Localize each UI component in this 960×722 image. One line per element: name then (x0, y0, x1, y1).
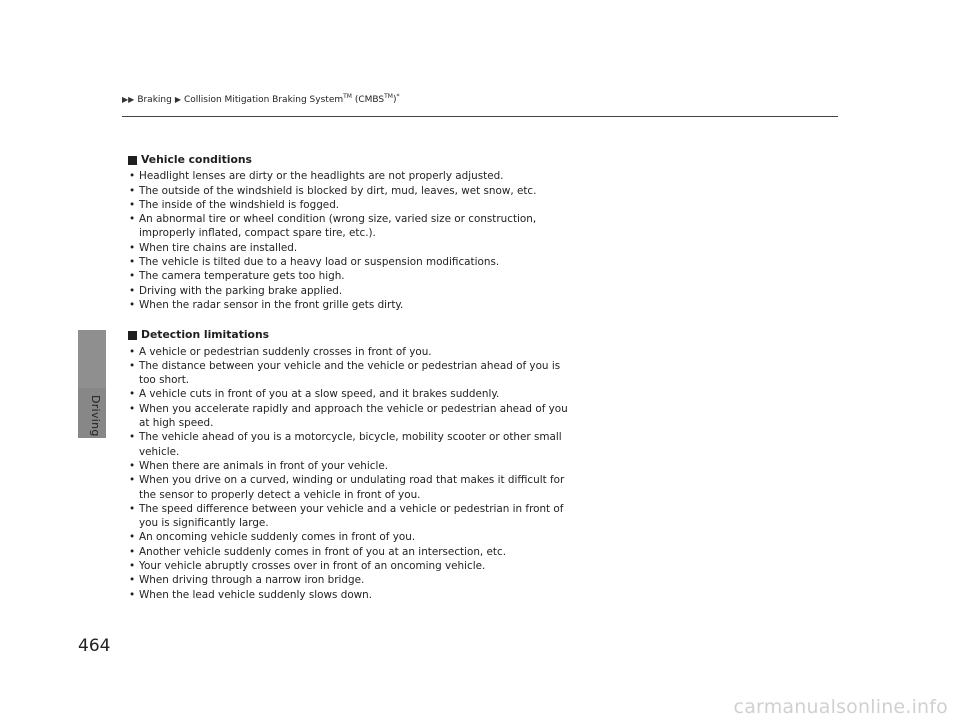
bullet-dot-icon: • (129, 184, 136, 197)
list-item-text: The vehicle is tilted due to a heavy load or suspension modifications. (139, 256, 500, 269)
list-item (128, 459, 568, 473)
square-bullet-icon (128, 156, 137, 165)
bullet-dot-icon: • (129, 270, 136, 283)
list-item-text: Another vehicle suddenly comes in front of you at an intersection, etc. (139, 545, 507, 558)
bullet-dot-icon: • (129, 560, 136, 573)
list-item (128, 430, 568, 459)
bullet-dot-icon: • (129, 459, 136, 472)
list-item-text: The camera temperature gets too high. (139, 270, 345, 283)
list-item-text: A vehicle cuts in front of you at a slow speed, and it brakes suddenly. (139, 388, 500, 401)
breadcrumb-arrow-icon: ▶▶ (122, 95, 135, 104)
list-item (128, 255, 568, 269)
breadcrumb-arrow-icon: ▶ (174, 95, 181, 104)
bullet-dot-icon: • (129, 198, 136, 211)
list-item (128, 241, 568, 255)
section-heading (128, 153, 568, 167)
list-item-text: An oncoming vehicle suddenly comes in front of you. (139, 531, 416, 544)
sidebar-tab (78, 330, 106, 388)
list-item-text: The vehicle ahead of you is a motorcycle, bicycle, mobility scooter or other small vehicle. (139, 431, 562, 458)
section-heading (128, 328, 568, 342)
breadcrumb-paren: (CMBS (351, 95, 385, 105)
list-item (128, 502, 568, 531)
bullet-dot-icon: • (129, 588, 136, 601)
breadcrumb (122, 93, 399, 105)
list-item (128, 184, 568, 198)
trademark-mark: TM (384, 93, 393, 100)
list-item-text: The speed difference between your vehicle and a vehicle or pedestrian in front of you is significantly large. (139, 502, 564, 530)
list-item (128, 212, 568, 241)
list-item (128, 545, 568, 559)
list-item-text: When the lead vehicle suddenly slows down. (139, 588, 373, 601)
bullet-dot-icon: • (129, 170, 136, 183)
list-item-text: When tire chains are installed. (139, 241, 298, 254)
list-item (128, 359, 568, 388)
list-item (128, 573, 568, 587)
bullet-dot-icon: • (129, 284, 136, 297)
list-item-text: The inside of the windshield is fogged. (139, 198, 340, 211)
bullet-dot-icon: • (129, 431, 136, 444)
list-item (128, 473, 568, 502)
bullet-dot-icon: • (129, 531, 136, 544)
list-item-text: An abnormal tire or wheel condition (wrong size, varied size or construction, improperly inflated, compact spare tire, etc.). (139, 213, 537, 240)
list-item (128, 402, 568, 431)
list-item-text: Headlight lenses are dirty or the headlights are not properly adjusted. (139, 170, 504, 183)
asterisk-note: * (396, 93, 400, 100)
list-item (128, 345, 568, 359)
bullet-dot-icon: • (129, 474, 136, 487)
list-item (128, 284, 568, 298)
list-item-text: When driving through a narrow iron bridge. (139, 574, 365, 587)
bullet-list (128, 169, 568, 312)
bullet-list (128, 345, 568, 602)
trademark-mark: TM (343, 93, 352, 100)
section-detection-limitations (128, 328, 568, 602)
list-item-text: A vehicle or pedestrian suddenly crosses in front of you. (139, 345, 432, 358)
list-item-text: Your vehicle abruptly crosses over in front of an oncoming vehicle. (139, 560, 486, 573)
list-item (128, 198, 568, 212)
header-divider (122, 116, 838, 117)
section-side-label: Driving (89, 395, 102, 437)
list-item (128, 530, 568, 544)
list-item-text: When you drive on a curved, winding or undulating road that makes it difficult for the sensor to properly detect a vehicle in front of you. (139, 474, 565, 501)
list-item (128, 387, 568, 401)
list-item (128, 269, 568, 283)
list-item-text: When there are animals in front of your vehicle. (139, 459, 389, 472)
list-item-text: The outside of the windshield is blocked by dirt, mud, leaves, wet snow, etc. (139, 184, 537, 197)
bullet-dot-icon: • (129, 574, 136, 587)
heading-text: Detection limitations (141, 328, 270, 342)
list-item-text: When the radar sensor in the front grille gets dirty. (139, 298, 404, 311)
bullet-dot-icon: • (129, 402, 136, 415)
bullet-dot-icon: • (129, 213, 136, 226)
breadcrumb-item-cmbs[interactable]: Collision Mitigation Braking System (184, 95, 344, 105)
main-content (128, 153, 568, 602)
breadcrumb-paren-close: ) (392, 95, 397, 105)
bullet-dot-icon: • (129, 388, 136, 401)
bullet-dot-icon: • (129, 359, 136, 372)
list-item (128, 588, 568, 602)
bullet-dot-icon: • (129, 241, 136, 254)
list-item (128, 169, 568, 183)
section-vehicle-conditions (128, 153, 568, 312)
square-bullet-icon (128, 331, 137, 340)
bullet-dot-icon: • (129, 298, 136, 311)
breadcrumb-item-braking[interactable]: Braking (137, 95, 172, 105)
bullet-dot-icon: • (129, 545, 136, 558)
bullet-dot-icon: • (129, 502, 136, 515)
list-item (128, 559, 568, 573)
list-item-text: The distance between your vehicle and the vehicle or pedestrian ahead of you is too short. (139, 359, 561, 387)
bullet-dot-icon: • (129, 345, 136, 358)
list-item-text: When you accelerate rapidly and approach the vehicle or pedestrian ahead of you at high speed. (139, 402, 568, 430)
list-item-text: Driving with the parking brake applied. (139, 284, 343, 297)
page-number: 464 (78, 636, 111, 656)
list-item (128, 298, 568, 312)
bullet-dot-icon: • (129, 256, 136, 269)
watermark: carmanualsonline.info (733, 696, 948, 718)
heading-text: Vehicle conditions (141, 153, 252, 166)
